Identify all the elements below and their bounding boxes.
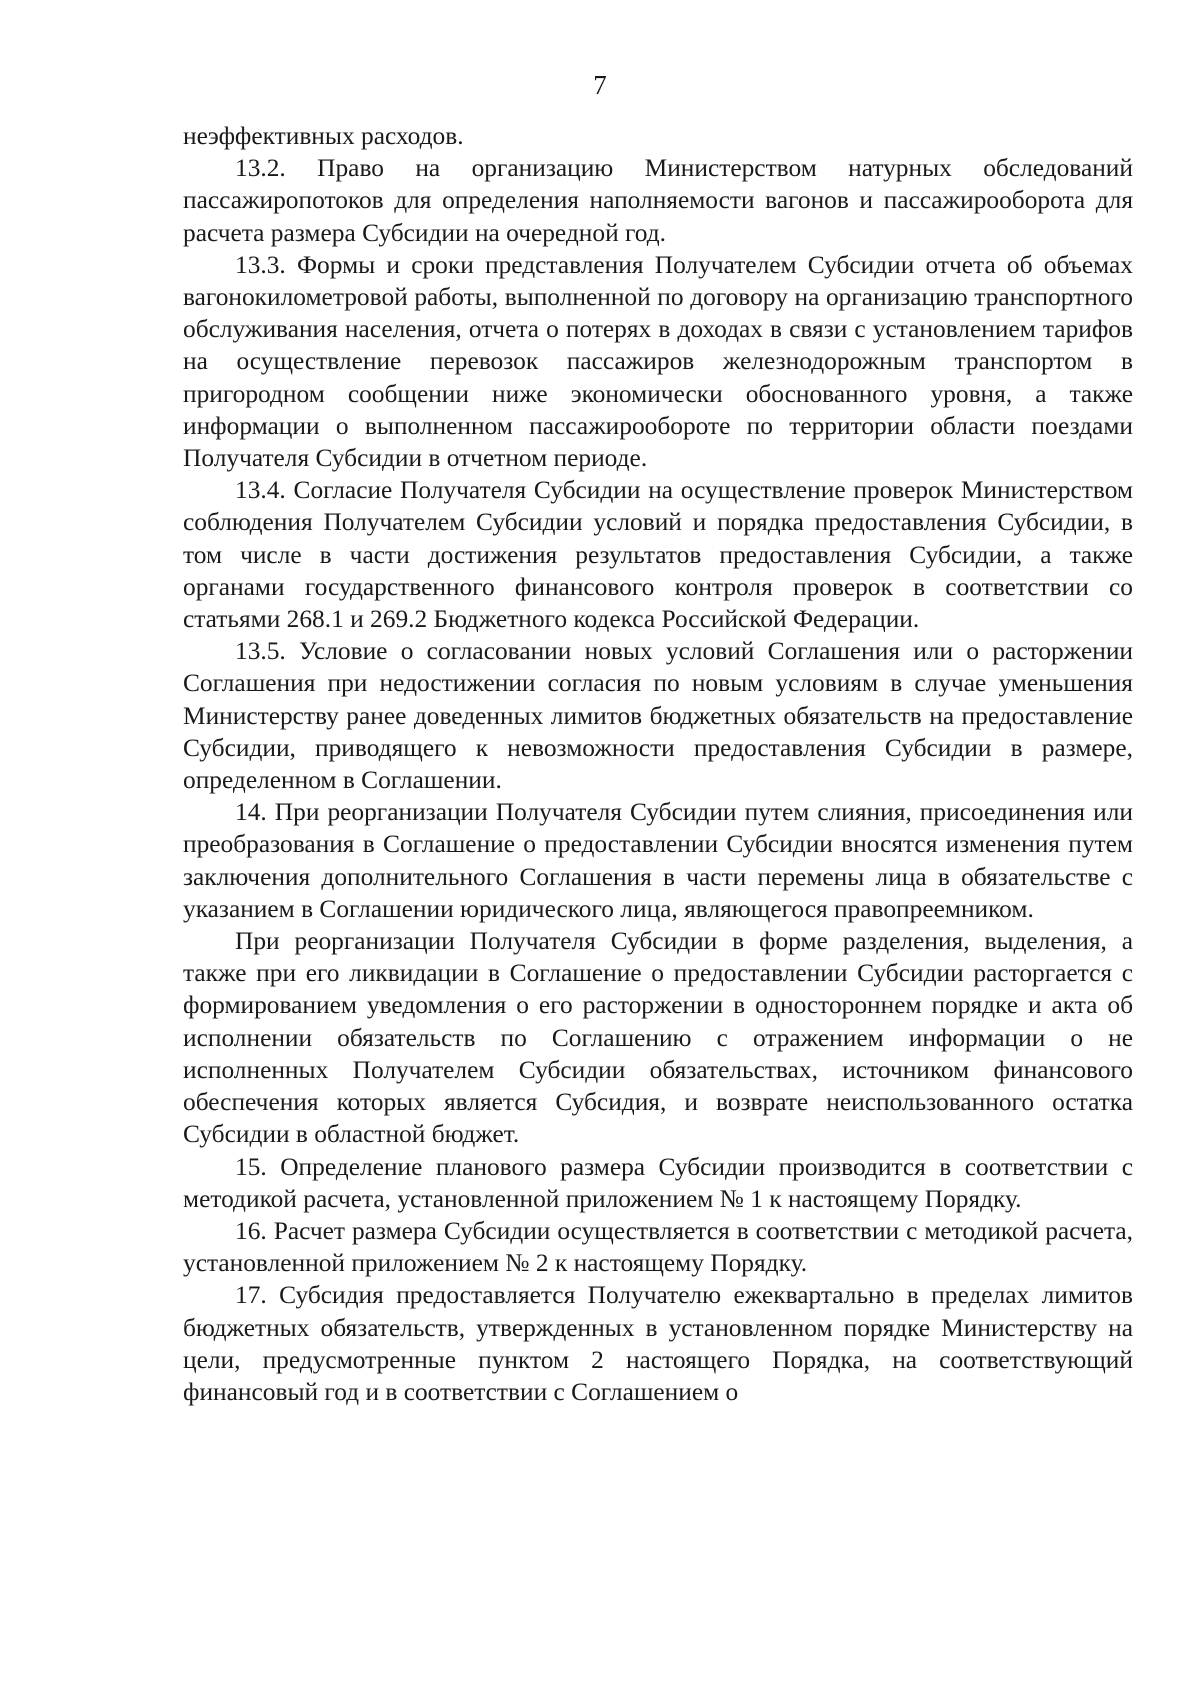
paragraph-17: 17. Субсидия предоставляется Получателю ежеквартально в пределах лимитов бюджетных обязательств, утвержденных в установленном порядке Министерству на цели, предусмотренные пунктом 2 настоящего Порядка, на соответствующий финансовый год и в соответствии с Соглашением о [183,1281,1133,1406]
paragraph-13-3: 13.3. Формы и сроки представления Получателем Субсидии отчета об объемах вагонокилометровой работы, выполненной по договору на организацию транспортного обслуживания населения, отчета о потерях в доходах в связи с установлением тарифов на осуществление перевозок пассажиров железнодорожным транспортом в пригородном сообщении ниже экономически обоснованного уровня, а также информации о выполненном пассажирообороте по территории области поездами Получателя Субсидии в отчетном периоде. [183,250,1133,473]
paragraph-15: 15. Определение планового размера Субсидии производится в соответствии с методикой расчета, установленной приложением № 1 к настоящему Порядку. [183,1152,1133,1213]
paragraph-14-reorganization: При реорганизации Получателя Субсидии в форме разделения, выделения, а также при его ликвидации в Соглашение о предоставлении Субсидии расторгается с формированием уведомления о его расторжении в одностороннем порядке и акта об исполнении обязательств по Соглашению с отражением информации о не исполненных Получателем Субсидии обязательствах, источником финансового обеспечения которых является Субсидия, и возврате неиспользованного остатка Субсидии в областной бюджет. [183,927,1133,1149]
paragraph-14: 14. При реорганизации Получателя Субсидии путем слияния, присоединения или преобразования в Соглашение о предоставлении Субсидии вносятся изменения путем заключения дополнительного Соглашения в части перемены лица в обязательстве с указанием в Соглашении юридического лица, являющегося правопреемником. [183,798,1133,923]
paragraph-13-4: 13.4. Согласие Получателя Субсидии на осуществление проверок Министерством соблюдения Получателем Субсидии условий и порядка предоставления Субсидии, в том числе в части достижения результатов предоставления Субсидии, а также органами государственного финансового контроля проверок в соответствии со статьями 268.1 и 269.2 Бюджетного кодекса Российской Федерации. [183,476,1133,634]
paragraph-13-2: 13.2. Право на организацию Министерством натурных обследований пассажиропотоков для определения наполняемости вагонов и пассажирооборота для расчета размера Субсидии на очередной год. [183,154,1133,247]
paragraph-continuation: неэффективных расходов. [183,122,464,150]
document-body [183,120,1133,1408]
page-number: 7 [593,70,607,100]
paragraph-13-5: 13.5. Условие о согласовании новых условий Соглашения или о расторжении Соглашения при недостижении согласия по новым условиям в случае уменьшения Министерству ранее доведенных лимитов бюджетных обязательств на предоставление Субсидии, приводящего к невозможности предоставления Субсидии в размере, определенном в Соглашении. [183,637,1133,795]
paragraph-16: 16. Расчет размера Субсидии осуществляется в соответствии с методикой расчета, установленной приложением № 2 к настоящему Порядку. [183,1216,1133,1278]
